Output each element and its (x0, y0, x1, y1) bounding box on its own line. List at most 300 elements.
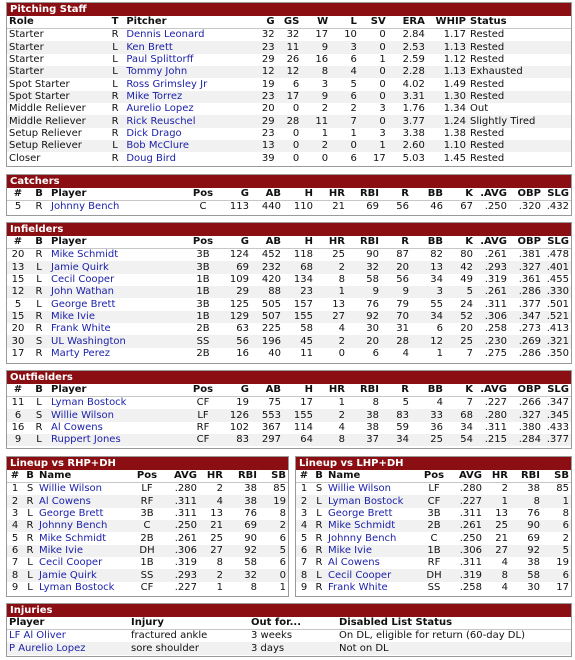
column-header[interactable]: HR (315, 236, 347, 249)
table-row[interactable] (7, 29, 571, 42)
column-header[interactable]: Player (49, 384, 189, 397)
table-cell: 420 (261, 273, 281, 285)
table-row[interactable] (7, 434, 571, 446)
table-cell: R (315, 581, 323, 593)
table-row[interactable] (7, 201, 571, 214)
table-row[interactable] (7, 348, 571, 360)
table-cell: .319 (448, 569, 484, 581)
table-row[interactable] (296, 545, 571, 557)
column-header[interactable]: # (7, 236, 29, 249)
player-link[interactable]: Frank White (328, 581, 388, 593)
column-header[interactable]: G (217, 236, 251, 249)
column-header[interactable]: SLG (543, 188, 571, 201)
table-row[interactable] (296, 569, 571, 581)
table-cell: 58 (366, 273, 379, 285)
column-header[interactable]: B (29, 188, 49, 201)
column-header[interactable]: H (283, 188, 315, 201)
table-cell: 3 weeks (251, 630, 293, 642)
table-cell: 2 (7, 495, 23, 507)
player-link[interactable]: Marty Perez (51, 347, 111, 359)
table-cell: 2 (259, 520, 288, 532)
table-cell: L (29, 261, 49, 273)
table-cell: .501 (546, 298, 569, 310)
player-link[interactable]: LF Al Oliver (9, 630, 66, 642)
table-row[interactable] (7, 261, 571, 273)
column-header[interactable]: HR (199, 470, 225, 483)
table-cell: Rested (470, 127, 505, 139)
player-link[interactable]: Jamie Quirk (49, 261, 189, 273)
player-link[interactable]: Ross Grimsley Jr (126, 78, 208, 90)
player-link[interactable]: Lyman Bostock (39, 581, 115, 593)
table-cell: R (23, 495, 37, 507)
player-link[interactable]: Mike Torrez (124, 91, 252, 103)
table-cell: .284 (509, 434, 543, 446)
table-cell: 90 (244, 532, 257, 544)
table-cell: 1 (321, 127, 329, 139)
column-header[interactable]: G (217, 384, 251, 397)
column-header[interactable]: Player (7, 617, 129, 630)
column-header[interactable]: Out for... (249, 617, 337, 630)
table-row[interactable] (7, 532, 288, 544)
table-cell: Out (470, 103, 489, 115)
table-row[interactable] (7, 249, 571, 262)
table-cell: 8 (301, 66, 330, 78)
table-cell: 49 (460, 273, 473, 285)
column-header[interactable]: Pitcher (124, 16, 252, 29)
table-cell: 83 (381, 409, 411, 421)
header-row (7, 16, 571, 29)
table-cell: 68 (283, 261, 315, 273)
table-cell: 17 (315, 29, 329, 41)
table-cell: 6 (296, 545, 312, 557)
player-link[interactable]: Johnny Bench (37, 520, 133, 532)
table-row[interactable] (7, 582, 288, 594)
column-header[interactable]: Pos (189, 384, 217, 397)
table-cell: Rested (470, 78, 505, 90)
table-cell: 4 (436, 397, 443, 409)
column-header[interactable]: SV (359, 16, 388, 29)
column-header[interactable]: SLG (543, 384, 571, 397)
table-cell: Slightly Tired (468, 115, 571, 127)
column-header[interactable]: L (330, 16, 359, 29)
table-cell: 27 (315, 311, 347, 323)
table-row[interactable] (7, 140, 571, 152)
table-cell: On DL, eligible for return (60-day DL) (339, 630, 525, 642)
table-row[interactable] (7, 103, 571, 115)
table-cell: 0 (379, 78, 386, 90)
table-cell: 1.13 (427, 41, 468, 53)
column-header[interactable]: RBI (347, 384, 381, 397)
table-cell: Rested (470, 29, 505, 41)
table-cell: 4.02 (402, 78, 425, 90)
table-row[interactable] (7, 152, 571, 164)
column-header[interactable]: B (23, 470, 37, 483)
table-cell: 1.30 (427, 91, 468, 103)
column-header[interactable]: K (445, 384, 475, 397)
table-cell: 19 (236, 397, 249, 409)
column-header[interactable]: GS (277, 16, 302, 29)
column-header[interactable]: G (217, 188, 251, 201)
table-cell: .330 (543, 286, 571, 298)
player-link[interactable]: Dennis Leonard (126, 29, 205, 41)
table-cell: 16 (11, 421, 25, 433)
column-header[interactable]: SB (542, 470, 571, 483)
column-header[interactable]: SB (259, 470, 288, 483)
player-link[interactable]: Al Cowens (37, 495, 133, 507)
column-header[interactable]: RBI (510, 470, 542, 483)
table-cell: 2 (315, 261, 347, 273)
table-row[interactable] (7, 483, 288, 496)
table-cell: 38 (347, 409, 381, 421)
player-link[interactable]: Willie Wilson (49, 409, 189, 421)
table-cell: 27 (199, 545, 225, 557)
table-cell: 6 (436, 323, 443, 335)
column-header[interactable]: G (252, 16, 277, 29)
table-row[interactable] (296, 508, 571, 520)
column-header[interactable]: BB (411, 384, 445, 397)
table-cell: 85 (273, 483, 286, 495)
player-link[interactable]: Tommy John (124, 66, 252, 78)
table-cell: 1 (436, 347, 443, 359)
table-cell: 15 (11, 273, 25, 285)
player-link[interactable]: Al Cowens (328, 557, 380, 569)
table-cell: 3B (427, 507, 441, 519)
table-row[interactable] (7, 508, 288, 520)
table-cell: 11 (11, 397, 25, 409)
table-row[interactable] (7, 422, 571, 434)
table-cell: 63 (236, 323, 249, 335)
column-header[interactable]: WHIP (427, 16, 468, 29)
table-row[interactable] (7, 41, 571, 53)
lineup-lhp-table (296, 470, 571, 594)
table-cell: 6 (330, 91, 359, 103)
table-cell: .250 (161, 520, 199, 532)
table-cell: .311 (174, 507, 197, 519)
table-cell: 11 (301, 115, 330, 127)
table-cell: 19 (261, 78, 275, 90)
column-header[interactable]: AB (251, 236, 283, 249)
table-cell: 1B (189, 311, 217, 323)
table-cell: .311 (484, 298, 507, 310)
player-link[interactable]: George Brett (51, 298, 116, 310)
player-link[interactable]: George Brett (39, 507, 104, 519)
player-link[interactable]: Al Cowens (51, 421, 103, 433)
column-header[interactable]: RBI (225, 470, 259, 483)
table-row[interactable] (7, 298, 571, 310)
table-row[interactable] (7, 335, 571, 347)
table-row[interactable] (296, 495, 571, 507)
table-cell: 1.49 (443, 78, 466, 90)
table-cell: .455 (546, 273, 569, 285)
column-header[interactable]: W (301, 16, 330, 29)
column-header[interactable]: .AVG (475, 188, 509, 201)
table-cell: 6 (542, 569, 571, 581)
column-header[interactable]: Player (49, 188, 189, 201)
table-cell: RF (133, 495, 161, 507)
table-cell: Starter (7, 41, 106, 53)
table-cell: 1B (140, 557, 154, 569)
table-cell: .261 (484, 249, 507, 261)
table-cell: 7 (466, 397, 473, 409)
table-row[interactable] (296, 557, 571, 569)
table-cell: 30 (366, 323, 379, 335)
player-link[interactable]: Paul Splittorff (126, 53, 194, 65)
player-link[interactable]: Johnny Bench (51, 201, 120, 213)
player-link[interactable]: Johnny Bench (328, 532, 397, 544)
table-cell: S (26, 483, 34, 495)
table-cell: 102 (229, 421, 249, 433)
table-cell: 32 (347, 261, 381, 273)
table-cell: fractured ankle (131, 630, 208, 642)
table-cell: Exhausted (468, 66, 571, 78)
table-row[interactable] (296, 582, 571, 594)
table-cell: 6 (292, 78, 300, 90)
column-header[interactable]: Pos (133, 470, 161, 483)
column-header[interactable]: H (283, 384, 315, 397)
table-cell: 10 (344, 29, 357, 41)
table-cell: 2 (501, 483, 508, 495)
player-link[interactable]: Willie Wilson (39, 483, 103, 495)
column-header[interactable]: B (29, 384, 49, 397)
column-header[interactable]: Status (468, 16, 571, 29)
column-header[interactable]: R (381, 188, 411, 201)
table-row[interactable] (296, 483, 571, 496)
table-cell: 1 (279, 581, 286, 593)
column-header[interactable]: # (296, 470, 312, 483)
table-row[interactable] (7, 545, 288, 557)
table-cell: LF (428, 483, 440, 495)
column-header[interactable]: RBI (347, 188, 381, 201)
column-header[interactable]: BB (411, 236, 445, 249)
table-cell: 0 (379, 29, 386, 41)
column-header[interactable]: OBP (509, 236, 543, 249)
table-row[interactable] (7, 311, 571, 323)
column-header[interactable]: K (445, 236, 475, 249)
column-header[interactable]: R (381, 384, 411, 397)
table-cell: 29 (261, 53, 275, 65)
table-row[interactable] (7, 274, 571, 286)
table-cell: 19 (556, 557, 569, 569)
column-header[interactable]: K (445, 188, 475, 201)
player-link[interactable]: Mike Schmidt (326, 520, 420, 532)
table-cell: 82 (430, 249, 443, 261)
column-header[interactable]: H (283, 236, 315, 249)
table-cell: RF (196, 421, 210, 433)
table-cell: 0 (321, 152, 329, 164)
table-row[interactable] (7, 115, 571, 127)
table-row[interactable] (7, 409, 571, 421)
column-header[interactable]: Pos (189, 188, 217, 201)
table-cell: 5 (11, 532, 19, 544)
table-cell: L (27, 507, 33, 519)
table-row[interactable] (296, 532, 571, 544)
table-cell: 5 (14, 201, 22, 213)
player-link[interactable]: Jamie Quirk (37, 569, 133, 581)
table-cell: 5 (259, 545, 288, 557)
column-header[interactable]: # (7, 470, 23, 483)
player-link[interactable]: Cecil Cooper (326, 569, 420, 581)
table-row[interactable] (7, 128, 571, 140)
table-cell: 16 (315, 53, 329, 65)
table-cell: 1 (11, 483, 19, 495)
player-link[interactable]: Lyman Bostock (51, 397, 127, 409)
table-cell: 30 (7, 335, 29, 347)
column-header[interactable]: Pos (420, 470, 448, 483)
table-cell: 5 (14, 298, 22, 310)
column-header[interactable]: B (29, 236, 49, 249)
player-link[interactable]: Mike Ivie (49, 311, 189, 323)
table-row[interactable] (7, 397, 571, 410)
table-cell: 24 (460, 298, 473, 310)
player-link[interactable]: Ruppert Jones (49, 434, 189, 446)
table-cell: 1.10 (427, 140, 468, 152)
table-cell: 21 (332, 201, 345, 213)
player-link[interactable]: Cecil Cooper (39, 557, 103, 569)
column-header[interactable]: Name (326, 470, 420, 483)
player-link[interactable]: UL Washington (49, 335, 189, 347)
table-cell: 440 (261, 201, 281, 213)
player-link[interactable]: Willie Wilson (328, 483, 392, 495)
column-header[interactable]: SLG (543, 236, 571, 249)
table-row[interactable] (7, 323, 571, 335)
player-link[interactable]: Aurelio Lopez (126, 103, 194, 115)
column-header[interactable]: HR (315, 188, 347, 201)
column-header[interactable]: B (312, 470, 326, 483)
table-cell: 17 (300, 397, 313, 409)
column-header[interactable]: HR (315, 384, 347, 397)
column-header[interactable]: # (7, 384, 29, 397)
column-header[interactable]: RBI (347, 236, 381, 249)
player-link[interactable]: Cecil Cooper (51, 273, 115, 285)
column-header[interactable]: OBP (509, 384, 543, 397)
column-header[interactable]: ERA (388, 16, 427, 29)
table-cell: 2 (301, 140, 330, 152)
table-cell: 1.45 (443, 152, 466, 164)
column-header[interactable]: .AVG (475, 236, 509, 249)
table-cell: 507 (251, 311, 283, 323)
column-header[interactable]: T (106, 16, 125, 29)
player-link[interactable]: P Aurelio Lopez (7, 642, 129, 654)
player-link[interactable]: Lyman Bostock (326, 495, 420, 507)
table-cell: 92 (225, 545, 259, 557)
player-link[interactable]: Frank White (51, 323, 111, 335)
table-cell: .327 (509, 261, 543, 273)
table-row[interactable] (7, 520, 288, 532)
table-cell: 92 (347, 311, 381, 323)
table-cell: 109 (229, 273, 249, 285)
column-header[interactable]: Name (37, 470, 133, 483)
table-cell: .319 (484, 273, 507, 285)
table-cell: 7 (330, 115, 359, 127)
table-row[interactable] (7, 569, 288, 581)
table-row[interactable] (7, 495, 288, 507)
table-cell: 1B (189, 286, 217, 298)
table-row[interactable] (7, 286, 571, 298)
table-cell: 505 (261, 298, 281, 310)
column-header[interactable]: R (381, 236, 411, 249)
player-link[interactable]: Mike Ivie (326, 545, 420, 557)
table-cell: SS (189, 335, 217, 347)
player-link[interactable]: Rick Reuschel (124, 115, 252, 127)
column-header[interactable]: AVG (161, 470, 199, 483)
table-cell: C (199, 201, 207, 213)
table-cell: L (36, 397, 42, 409)
table-cell: .293 (475, 261, 509, 273)
column-header[interactable]: OBP (509, 188, 543, 201)
table-cell: sore shoulder (129, 642, 249, 654)
table-row[interactable] (7, 54, 571, 66)
column-header[interactable]: Disabled List Status (337, 617, 571, 630)
pitching-table (7, 16, 571, 165)
column-header[interactable]: Player (49, 236, 189, 249)
table-cell: 26 (286, 53, 300, 65)
table-cell: 88 (251, 286, 283, 298)
table-cell: 58 (244, 557, 257, 569)
column-header[interactable]: BB (411, 188, 445, 201)
column-header[interactable]: HR (484, 470, 510, 483)
table-row[interactable] (7, 78, 571, 90)
player-link[interactable]: Bob McClure (124, 140, 252, 152)
table-cell: 20 (11, 323, 25, 335)
table-cell: 8 (510, 495, 542, 507)
table-cell: L (112, 78, 118, 90)
table-cell: 76 (366, 298, 379, 310)
table-cell: 17 (11, 347, 25, 359)
table-cell: 9 (301, 41, 330, 53)
table-cell: Starter (9, 29, 44, 41)
player-link[interactable]: Dick Drago (126, 127, 182, 139)
table-cell: 1 (315, 286, 347, 298)
table-cell: R (23, 520, 37, 532)
player-link[interactable]: Mike Schmidt (51, 249, 119, 261)
table-cell: R (23, 545, 37, 557)
table-row[interactable] (7, 91, 571, 103)
table-cell: 11 (300, 347, 313, 359)
column-header[interactable]: Role (7, 16, 106, 29)
player-link[interactable]: Doug Bird (126, 152, 176, 164)
column-header[interactable]: AB (251, 384, 283, 397)
table-row[interactable] (296, 520, 571, 532)
table-cell: 452 (261, 249, 281, 261)
table-cell: Starter (7, 66, 106, 78)
table-cell: 46 (430, 201, 443, 213)
player-link[interactable]: Ken Brett (124, 41, 252, 53)
table-cell: LF (189, 409, 217, 421)
table-cell: 0 (359, 115, 388, 127)
table-row[interactable] (7, 66, 571, 78)
table-cell: 0 (259, 569, 288, 581)
column-header[interactable]: Pos (189, 236, 217, 249)
table-row[interactable] (7, 630, 571, 643)
column-header[interactable]: AVG (448, 470, 484, 483)
table-cell: 2B (140, 532, 154, 544)
table-row[interactable] (7, 557, 288, 569)
player-link[interactable]: George Brett (328, 507, 393, 519)
table-row[interactable] (7, 642, 571, 654)
table-cell: .380 (518, 421, 541, 433)
column-header[interactable]: .AVG (475, 384, 509, 397)
column-header[interactable]: Injury (129, 617, 249, 630)
player-link[interactable]: Mike Schmidt (39, 532, 107, 544)
table-cell: 90 (510, 520, 542, 532)
column-header[interactable]: # (7, 188, 29, 201)
table-cell: 8 (279, 507, 286, 519)
table-cell: 42 (445, 261, 475, 273)
column-header[interactable]: AB (251, 188, 283, 201)
player-link[interactable]: John Wathan (49, 286, 189, 298)
table-cell: DH (420, 569, 448, 581)
player-link[interactable]: Mike Ivie (37, 545, 133, 557)
